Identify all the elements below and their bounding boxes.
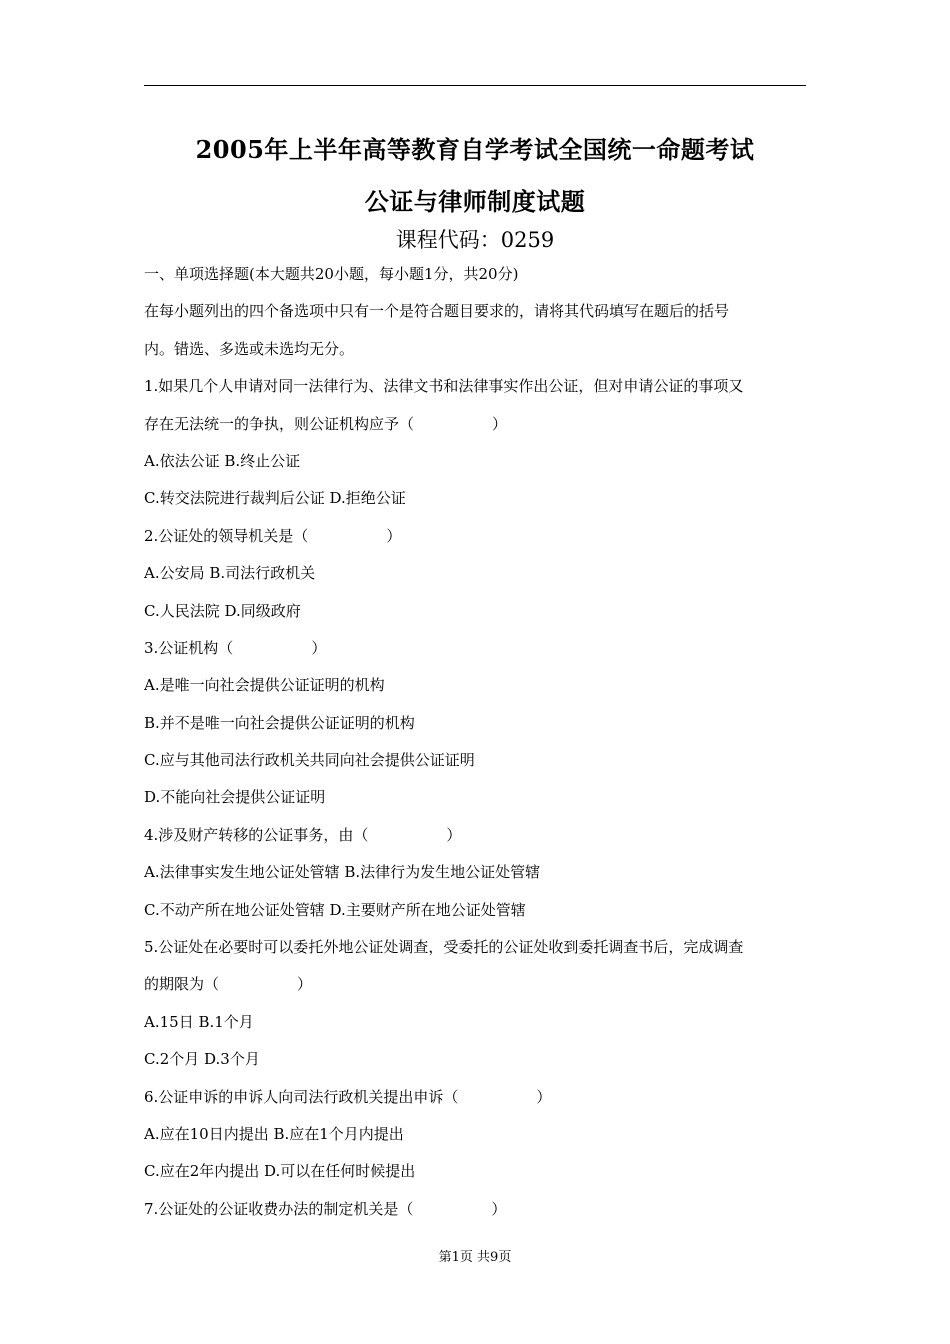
bracket-close: ）	[536, 1087, 552, 1106]
stem-text: 4.涉及财产转移的公证事务，由（	[144, 825, 369, 844]
question-6-options: C.应在2年内提出 D.可以在任何时候提出	[144, 1162, 416, 1181]
question-2-options: A.公安局 B.司法行政机关	[144, 564, 316, 583]
bracket-close: ）	[311, 638, 327, 657]
page-footer: 第1页 共9页	[438, 1250, 512, 1265]
question-3-option-c: C.应与其他司法行政机关共同向社会提供公证证明	[144, 751, 475, 770]
stem-text: 的期限为（	[144, 975, 220, 994]
question-body	[144, 256, 808, 1228]
question-3-option-d: D.不能向社会提供公证证明	[144, 788, 326, 807]
question-3-stem	[144, 630, 808, 667]
bracket-close: ）	[491, 1199, 507, 1218]
question-4-options: A.法律事实发生地公证处管辖 B.法律行为发生地公证处管辖	[144, 863, 541, 882]
question-3-option-a: A.是唯一向社会提供公证证明的机构	[144, 676, 385, 695]
instruction-line: 内。错选、多选或未选均无分。	[144, 339, 355, 358]
question-2-stem	[144, 518, 808, 555]
question-4-options: C.不动产所在地公证处管辖 D.主要财产所在地公证处管辖	[144, 900, 526, 919]
instruction-line: 在每小题列出的四个备选项中只有一个是符合题目要求的，请将其代码填写在题后的括号	[144, 302, 730, 321]
stem-text: 7.公证处的公证收费办法的制定机关是（	[144, 1199, 414, 1218]
bracket-close: ）	[297, 975, 313, 994]
question-5-stem: 5.公证处在必要时可以委托外地公证处调查，受委托的公证处收到委托调查书后，完成调查	[144, 938, 744, 957]
stem-text: 6.公证申诉的申诉人向司法行政机关提出申诉（	[144, 1087, 459, 1106]
question-2-options: C.人民法院 D.同级政府	[144, 601, 301, 620]
question-1-options: A.依法公证 B.终止公证	[144, 451, 301, 470]
question-4-stem	[144, 817, 808, 854]
stem-text: 2.公证处的领导机关是（	[144, 526, 309, 545]
question-5-options: C.2个月 D.3个月	[144, 1050, 260, 1069]
stem-text: 3.公证机构（	[144, 638, 234, 657]
bracket-close: ）	[446, 825, 462, 844]
paper-title: 公证与律师制度试题	[364, 187, 586, 216]
question-1-stem-cont	[144, 406, 808, 443]
question-1-stem: 1.如果几个人申请对同一法律行为、法律文书和法律事实作出公证，但对申请公证的事项又	[144, 377, 744, 396]
bracket-close: ）	[386, 526, 402, 545]
exam-title: 2005年上半年高等教育自学考试全国统一命题考试	[195, 135, 755, 164]
section-heading: 一、单项选择题(本大题共20小题，每小题1分，共20分)	[144, 265, 519, 283]
question-3-option-b: B.并不是唯一向社会提供公证证明的机构	[144, 713, 415, 732]
question-1-options: C.转交法院进行裁判后公证 D.拒绝公证	[144, 489, 406, 508]
stem-text: 存在无法统一的争执，则公证机构应予（	[144, 414, 415, 433]
question-6-options: A.应在10日内提出 B.应在1个月内提出	[144, 1124, 404, 1143]
header-rule	[144, 85, 806, 86]
course-code: 课程代码：0259	[395, 228, 555, 252]
question-7-stem	[144, 1191, 808, 1228]
question-6-stem	[144, 1079, 808, 1116]
bracket-close: ）	[492, 414, 508, 433]
question-5-stem-cont	[144, 966, 808, 1003]
question-5-options: A.15日 B.1个月	[144, 1012, 254, 1031]
